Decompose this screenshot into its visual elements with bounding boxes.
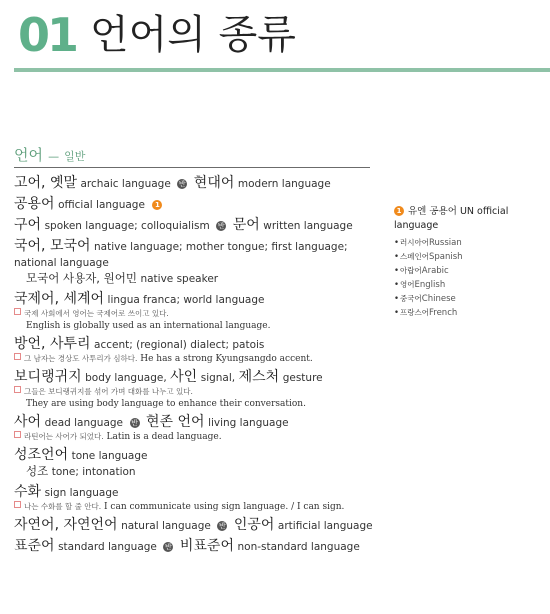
header-rule <box>14 68 550 72</box>
bullet-icon: • <box>394 294 400 304</box>
term-korean: 공용어 <box>14 196 55 212</box>
example-marker-icon <box>14 386 21 393</box>
related-term-korean: 성조 <box>26 464 49 478</box>
sidebar-title-en: UN official language <box>394 206 509 231</box>
sidebar-note <box>394 205 550 320</box>
term-korean: 표준어 <box>14 538 55 554</box>
term-korean: 수화 <box>14 484 42 500</box>
term-english: living language <box>208 417 289 429</box>
term-english: native language; mother tongue; first language; national language <box>14 241 348 269</box>
entry-headline <box>14 292 386 308</box>
vocab-entry <box>14 197 386 213</box>
term-korean: 사어 <box>14 414 42 430</box>
example-korean: 나는 수화를 할 줄 안다. <box>24 502 102 511</box>
term-english: archaic language <box>80 178 171 190</box>
vocab-entry <box>14 415 386 443</box>
sidebar-title-ko: 유엔 공용어 <box>408 206 457 217</box>
term-english: modern language <box>237 178 331 190</box>
term-english: lingua franca; world language <box>107 294 265 306</box>
language-korean: 영어 <box>400 280 415 289</box>
example-sentence <box>14 386 386 398</box>
note-badge-icon: 1 <box>394 206 404 216</box>
example-marker-icon <box>14 353 21 360</box>
language-english: French <box>429 308 458 318</box>
antonym-icon: 반 <box>178 180 186 188</box>
entry-headline <box>14 485 386 501</box>
antonym-icon: 반 <box>217 222 225 230</box>
note-badge-icon: 1 <box>152 200 162 210</box>
related-term-english: tone; intonation <box>51 466 136 478</box>
sidebar-list-item <box>394 292 550 306</box>
language-korean: 중국어 <box>400 294 422 303</box>
antonym-icon: 반 <box>218 522 226 530</box>
example-english: He has a strong Kyungsangdo accent. <box>140 354 313 364</box>
vocab-entry <box>14 370 386 410</box>
antonym-icon: 반 <box>164 543 172 551</box>
vocabulary-list <box>14 176 386 560</box>
language-english: Spanish <box>429 252 463 262</box>
term-korean: 자연어, 자연언어 <box>14 517 118 533</box>
example-sentence <box>14 308 386 320</box>
term-korean: 방언, 사투리 <box>14 336 91 352</box>
page-title: 언어의 종류 <box>90 12 296 58</box>
entry-headline <box>14 370 386 386</box>
entry-headline <box>14 197 386 213</box>
term-korean: 고어, 옛말 <box>14 175 77 191</box>
term-english: gesture <box>282 372 323 384</box>
bullet-icon: • <box>394 280 400 290</box>
entry-headline <box>14 415 386 431</box>
vocab-entry <box>14 218 386 234</box>
related-term-korean: 모국어 사용자, 원어민 <box>26 271 137 285</box>
term-korean: 제스처 <box>238 369 280 385</box>
example-english: English is globally used as an international language. <box>26 321 271 331</box>
language-korean: 러시아어 <box>400 238 429 247</box>
sidebar-list-item <box>394 250 550 264</box>
related-term <box>14 271 386 287</box>
example-english: They are using body language to enhance their conversation. <box>26 399 306 409</box>
example-marker-icon <box>14 501 21 508</box>
sidebar-title <box>394 205 550 233</box>
sidebar-list-item <box>394 264 550 278</box>
vocab-entry <box>14 539 386 555</box>
antonym-icon: 반 <box>131 419 138 427</box>
entry-headline <box>14 539 386 555</box>
term-english: natural language <box>121 520 211 532</box>
term-english: non-standard language <box>237 541 360 553</box>
entry-headline <box>14 218 386 234</box>
vocab-entry <box>14 485 386 513</box>
section-dash: — <box>48 150 60 163</box>
language-korean: 아랍어 <box>400 266 422 275</box>
language-korean: 스페인어 <box>400 252 429 261</box>
bullet-icon: • <box>394 266 400 276</box>
sidebar-list-item <box>394 278 550 292</box>
example-korean: 라틴어는 사어가 되었다. <box>24 432 104 441</box>
bullet-icon: • <box>394 238 400 248</box>
bullet-icon: • <box>394 252 400 262</box>
term-korean: 구어 <box>14 217 42 233</box>
example-sentence <box>14 353 386 365</box>
bullet-icon: • <box>394 308 400 318</box>
example-korean: 그 남자는 경상도 사투리가 심하다. <box>24 354 138 363</box>
related-term-english: native speaker <box>140 273 219 285</box>
example-english: Latin is a dead language. <box>106 432 222 442</box>
vocab-entry <box>14 292 386 332</box>
entry-headline <box>14 448 386 464</box>
term-english: spoken language; colloquialism <box>44 220 210 232</box>
term-english: body language, <box>85 372 167 384</box>
language-english: Russian <box>429 238 462 248</box>
term-english: standard language <box>58 541 157 553</box>
term-english: accent; (regional) dialect; patois <box>94 339 265 351</box>
section-heading <box>14 144 370 168</box>
vocab-entry <box>14 518 386 534</box>
term-korean: 보디랭귀지 <box>14 369 82 385</box>
term-korean: 국어, 모국어 <box>14 238 91 254</box>
term-english: sign language <box>44 487 119 499</box>
sidebar-list-item <box>394 306 550 320</box>
vocab-entry <box>14 448 386 480</box>
entry-headline <box>14 239 386 271</box>
example-marker-icon <box>14 431 21 438</box>
vocab-entry <box>14 239 386 287</box>
term-english: official language <box>58 199 145 211</box>
example-english: I can communicate using sign language. / I can sign. <box>104 502 345 512</box>
related-term <box>14 464 386 480</box>
chapter-number: 01 <box>18 8 77 62</box>
entry-headline <box>14 337 386 353</box>
term-korean: 사인 <box>170 369 198 385</box>
language-english: Arabic <box>421 266 449 276</box>
term-korean: 문어 <box>232 217 260 233</box>
term-english: dead language <box>44 417 124 429</box>
term-english: written language <box>263 220 353 232</box>
entry-headline <box>14 518 386 534</box>
example-sentence <box>14 431 386 443</box>
example-korean: 그들은 보디랭귀지를 섞어 가며 대화를 나누고 있다. <box>24 387 193 396</box>
example-korean: 국제 사회에서 영어는 국제어로 쓰이고 있다. <box>24 309 169 318</box>
term-korean: 현대어 <box>193 175 235 191</box>
section-subtitle: 일반 <box>64 150 86 163</box>
term-korean: 국제어, 세계어 <box>14 291 105 307</box>
example-sentence <box>14 501 386 513</box>
term-english: signal, <box>200 372 236 384</box>
term-korean: 인공어 <box>233 517 275 533</box>
sidebar-list <box>394 236 550 320</box>
language-english: English <box>414 280 446 290</box>
sidebar-list-item <box>394 236 550 250</box>
example-marker-icon <box>14 308 21 315</box>
term-korean: 비표준어 <box>179 538 234 554</box>
term-korean: 성조언어 <box>14 447 69 463</box>
vocab-entry <box>14 176 386 192</box>
term-english: artificial language <box>277 520 373 532</box>
term-english: tone language <box>71 450 148 462</box>
language-korean: 프랑스어 <box>400 308 429 317</box>
entry-headline <box>14 176 386 192</box>
section-title: 언어 <box>14 146 43 164</box>
page-header <box>18 4 296 60</box>
vocab-entry <box>14 337 386 365</box>
term-korean: 현존 언어 <box>146 414 205 430</box>
language-english: Chinese <box>421 294 456 304</box>
